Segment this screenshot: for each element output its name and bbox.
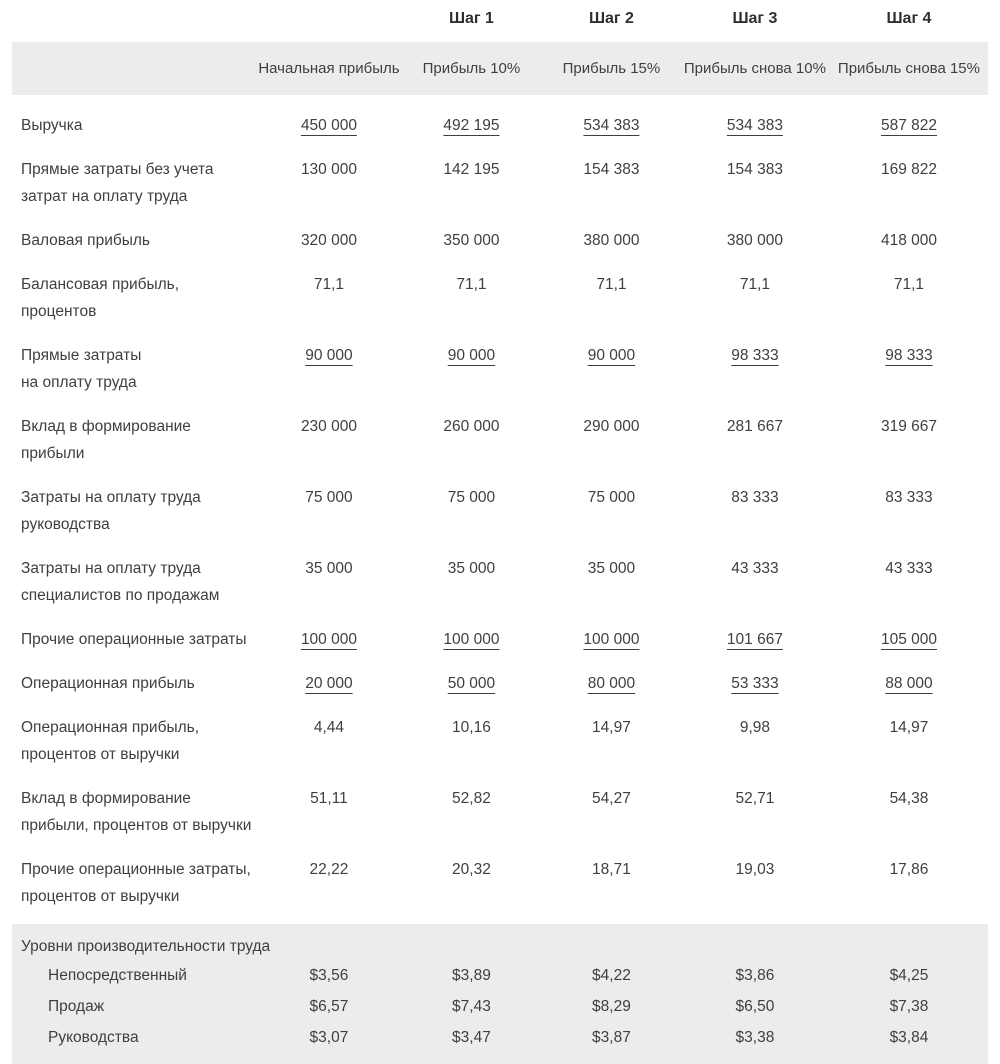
row-label: Валовая прибыль bbox=[21, 232, 150, 249]
table-row bbox=[12, 697, 988, 768]
productivity-cell-value: $3,89 bbox=[452, 967, 491, 984]
productivity-cell-value: $3,47 bbox=[452, 1029, 491, 1046]
table-row bbox=[12, 653, 988, 697]
row-label: Затраты на оплату труда специалистов по продажам bbox=[21, 560, 220, 604]
cell-value: 17,86 bbox=[889, 861, 929, 878]
cell-value: 230 000 bbox=[300, 418, 357, 435]
table-row bbox=[12, 95, 988, 139]
productivity-body bbox=[12, 934, 988, 1053]
row-label: Вклад в формирование прибыли bbox=[21, 418, 191, 462]
row-label: Прочие операционные затраты, процентов от выручки bbox=[21, 861, 251, 905]
table-row bbox=[12, 609, 988, 653]
productivity-cell-value: $3,07 bbox=[309, 1029, 349, 1046]
cell-value: 154 383 bbox=[726, 161, 783, 178]
step-header: Шаг 2 bbox=[588, 10, 634, 27]
step-header: Шаг 4 bbox=[886, 10, 932, 27]
productivity-row-label: Руководства bbox=[48, 1029, 139, 1046]
steps-header-spacer bbox=[258, 2, 400, 42]
column-header: Прибыль снова 15% bbox=[830, 42, 988, 95]
cell-value: 105 000 bbox=[880, 631, 937, 648]
cell-value: 35 000 bbox=[587, 560, 636, 577]
cell-value: 43 333 bbox=[885, 560, 933, 577]
cell-value: 350 000 bbox=[443, 232, 500, 249]
cell-value: 450 000 bbox=[300, 117, 357, 134]
row-label: Выручка bbox=[21, 117, 83, 134]
cell-value: 19,03 bbox=[735, 861, 775, 878]
productivity-section bbox=[12, 924, 988, 1064]
cell-value: 130 000 bbox=[300, 161, 357, 178]
productivity-cell-value: $4,25 bbox=[889, 967, 929, 984]
cell-value: 20,32 bbox=[452, 861, 491, 878]
table-row bbox=[12, 139, 988, 210]
productivity-cell-value: $4,22 bbox=[592, 967, 631, 984]
cell-value: 75 000 bbox=[305, 489, 353, 506]
table-row bbox=[12, 768, 988, 839]
cell-value: 100 000 bbox=[300, 631, 357, 648]
productivity-row bbox=[12, 1022, 988, 1053]
cell-value: 88 000 bbox=[885, 675, 933, 692]
cell-value: 319 667 bbox=[880, 418, 937, 435]
productivity-cell-value: $3,38 bbox=[735, 1029, 775, 1046]
table-row bbox=[12, 839, 988, 910]
cell-value: 98 333 bbox=[731, 347, 779, 364]
profit-steps-table bbox=[12, 2, 988, 910]
productivity-title-row bbox=[12, 934, 988, 960]
profit-steps-sheet bbox=[12, 0, 988, 1064]
productivity-cell-value: $3,84 bbox=[889, 1029, 929, 1046]
row-label: Балансовая прибыль, процентов bbox=[21, 276, 180, 320]
column-header: Прибыль 10% bbox=[400, 42, 543, 95]
productivity-row-label: Непосредственный bbox=[48, 967, 187, 984]
cell-value: 101 667 bbox=[726, 631, 783, 648]
productivity-row bbox=[12, 991, 988, 1022]
cell-value: 52,71 bbox=[735, 790, 775, 807]
cell-value: 534 383 bbox=[726, 117, 783, 134]
table-row bbox=[12, 325, 988, 396]
cell-value: 4,44 bbox=[313, 719, 345, 736]
row-label: Прямые затраты без учета затрат на оплату труда bbox=[21, 161, 214, 205]
cell-value: 260 000 bbox=[443, 418, 500, 435]
cell-value: 534 383 bbox=[583, 117, 640, 134]
cell-value: 71,1 bbox=[739, 276, 771, 293]
row-label: Операционная прибыль bbox=[21, 675, 195, 692]
cell-value: 90 000 bbox=[447, 347, 496, 364]
cell-value: 43 333 bbox=[731, 560, 779, 577]
cell-value: 100 000 bbox=[583, 631, 640, 648]
productivity-table bbox=[12, 934, 988, 1053]
row-label: Вклад в формирование прибыли, процентов от выручки bbox=[21, 790, 252, 834]
cell-value: 9,98 bbox=[739, 719, 771, 736]
cell-value: 290 000 bbox=[583, 418, 640, 435]
cell-value: 54,27 bbox=[592, 790, 631, 807]
cell-value: 14,97 bbox=[592, 719, 631, 736]
table-row bbox=[12, 210, 988, 254]
cell-value: 418 000 bbox=[880, 232, 937, 249]
cell-value: 18,71 bbox=[592, 861, 631, 878]
cell-value: 22,22 bbox=[309, 861, 349, 878]
cell-value: 154 383 bbox=[583, 161, 640, 178]
cell-value: 169 822 bbox=[880, 161, 937, 178]
row-label: Прочие операционные затраты bbox=[21, 631, 247, 648]
productivity-cell-value: $7,43 bbox=[452, 998, 491, 1015]
cell-value: 83 333 bbox=[731, 489, 779, 506]
cell-value: 320 000 bbox=[300, 232, 357, 249]
productivity-cell-value: $3,87 bbox=[592, 1029, 631, 1046]
row-label: Затраты на оплату труда руководства bbox=[21, 489, 201, 533]
column-header: Прибыль снова 10% bbox=[680, 42, 830, 95]
column-header: Начальная прибыль bbox=[258, 42, 400, 95]
cell-value: 20 000 bbox=[305, 675, 353, 692]
table-row bbox=[12, 396, 988, 467]
cell-value: 71,1 bbox=[456, 276, 487, 293]
productivity-cell-value: $7,38 bbox=[889, 998, 929, 1015]
cell-value: 587 822 bbox=[880, 117, 937, 134]
cell-value: 75 000 bbox=[587, 489, 636, 506]
table-body bbox=[12, 95, 988, 910]
table-row bbox=[12, 538, 988, 609]
steps-header-spacer bbox=[12, 2, 258, 42]
cell-value: 54,38 bbox=[889, 790, 929, 807]
cell-value: 52,82 bbox=[452, 790, 491, 807]
cell-value: 71,1 bbox=[893, 276, 925, 293]
productivity-cell-value: $6,50 bbox=[735, 998, 775, 1015]
column-header: Прибыль 15% bbox=[543, 42, 680, 95]
table-row bbox=[12, 254, 988, 325]
cell-value: 90 000 bbox=[305, 347, 353, 364]
cell-value: 35 000 bbox=[305, 560, 353, 577]
cell-value: 14,97 bbox=[889, 719, 929, 736]
productivity-cell-value: $3,86 bbox=[735, 967, 775, 984]
productivity-row bbox=[12, 960, 988, 991]
productivity-row-label: Продаж bbox=[48, 998, 105, 1015]
cell-value: 100 000 bbox=[443, 631, 500, 648]
table-row bbox=[12, 467, 988, 538]
cell-value: 98 333 bbox=[885, 347, 933, 364]
cell-value: 53 333 bbox=[731, 675, 779, 692]
cell-value: 142 195 bbox=[443, 161, 500, 178]
cell-value: 51,11 bbox=[310, 790, 348, 807]
cell-value: 71,1 bbox=[596, 276, 627, 293]
step-header: Шаг 3 bbox=[732, 10, 778, 27]
productivity-cell-value: $3,56 bbox=[309, 967, 349, 984]
cell-value: 80 000 bbox=[587, 675, 636, 692]
cell-value: 75 000 bbox=[447, 489, 496, 506]
productivity-title: Уровни производительности труда bbox=[21, 938, 271, 955]
cell-value: 281 667 bbox=[726, 418, 783, 435]
cell-value: 492 195 bbox=[443, 117, 500, 134]
column-header-row bbox=[12, 42, 988, 95]
row-label: Операционная прибыль, процентов от выручки bbox=[21, 719, 200, 763]
cell-value: 83 333 bbox=[885, 489, 933, 506]
step-header: Шаг 1 bbox=[448, 10, 494, 27]
cell-value: 10,16 bbox=[452, 719, 491, 736]
steps-header-row bbox=[12, 2, 988, 42]
cell-value: 380 000 bbox=[583, 232, 640, 249]
cell-value: 50 000 bbox=[447, 675, 496, 692]
row-label: Прямые затраты на оплату труда bbox=[21, 347, 142, 391]
cell-value: 380 000 bbox=[726, 232, 783, 249]
productivity-cell-value: $6,57 bbox=[309, 998, 349, 1015]
cell-value: 90 000 bbox=[587, 347, 636, 364]
productivity-cell-value: $8,29 bbox=[592, 998, 631, 1015]
cell-value: 35 000 bbox=[447, 560, 496, 577]
cell-value: 71,1 bbox=[313, 276, 345, 293]
column-header-spacer bbox=[12, 42, 258, 95]
